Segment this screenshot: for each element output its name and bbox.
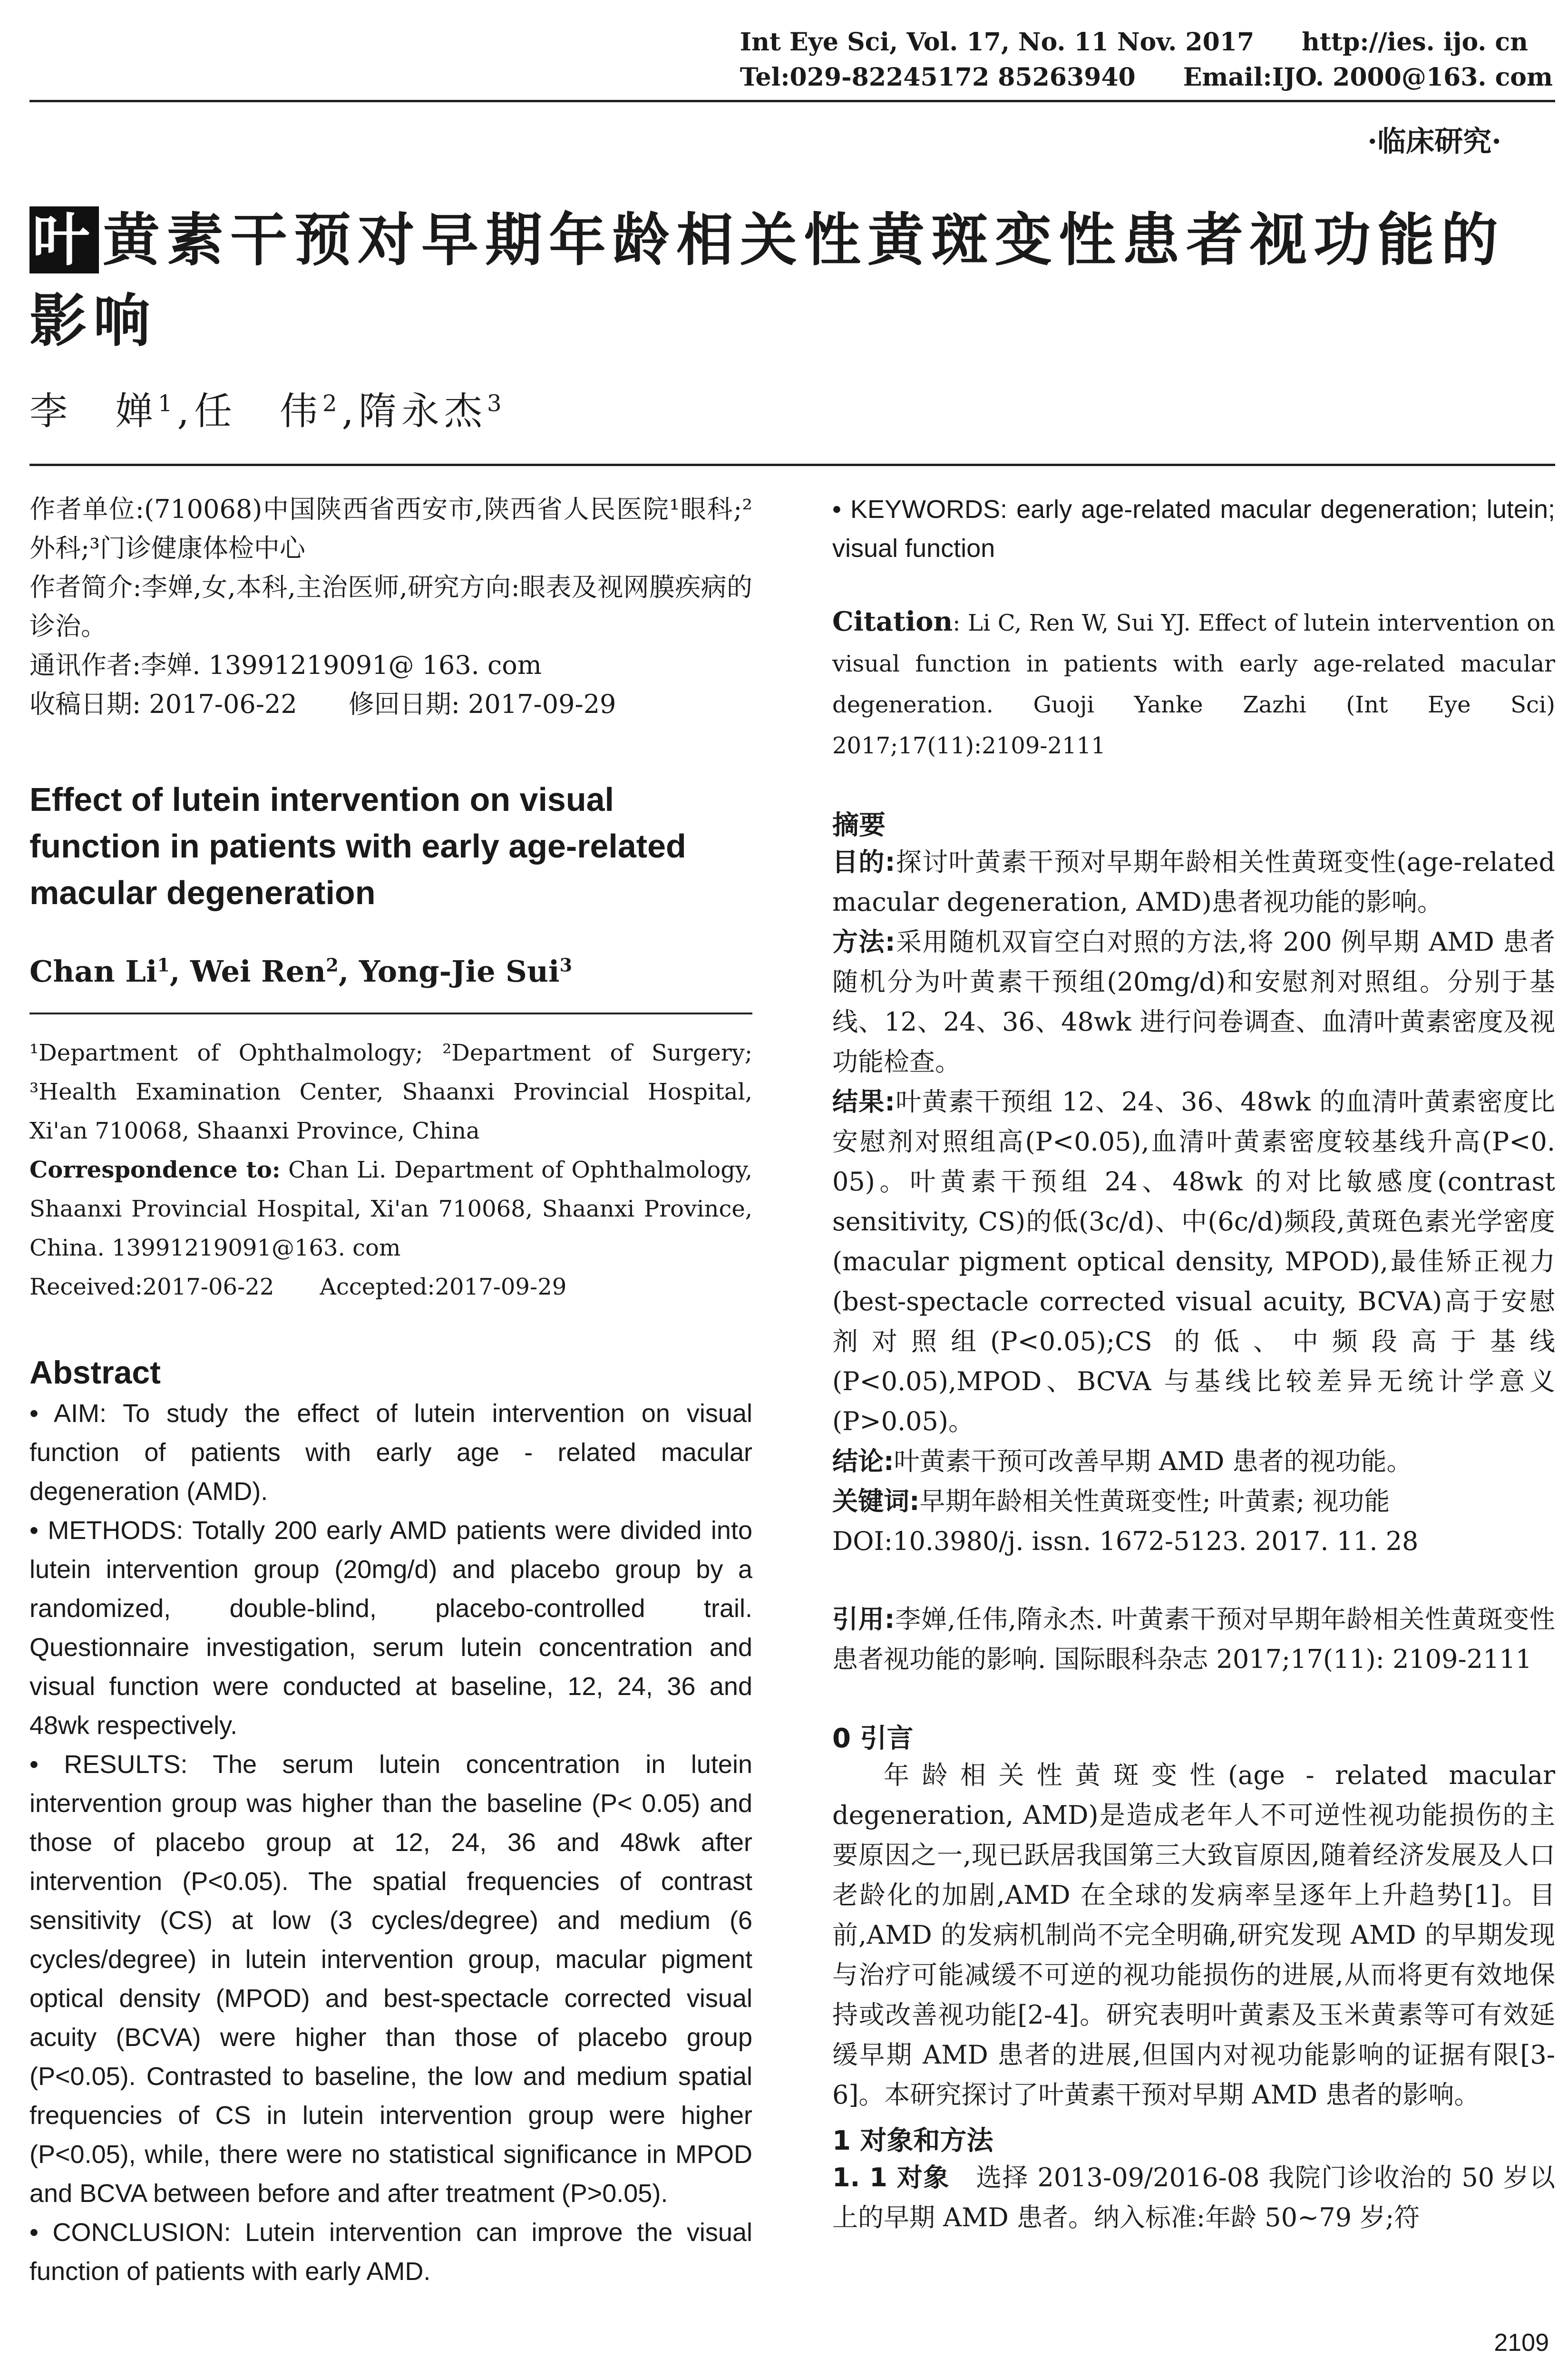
intro-paragraph: 年龄相关性黄斑变性(age - related macular degeneration, AMD)是造成老年人不可逆性视功能损伤的主要原因之一,现已跃居我国第三大致盲原因,随着经济发展及人口老龄化的加剧,AMD 在全球的发病率呈逐年上升趋势[1]。目前,AMD 的发病机制尚不完全明确,研究发现 AMD 的早期发现与治疗可能减缓不可逆的视功能损伤的进展,从而将更有效地保持或改善视功能[2-4]。研究表明叶黄素及玉米黄素等可有效延缓早期 AMD 患者的进展,但国内对视功能影响的证据有限[3-6]。本研究探讨了叶黄素干预对早期 AMD 患者的影响。 bbox=[832, 1760, 1555, 2110]
abstract-cn-conclusion bbox=[832, 1442, 1555, 1481]
title-rest: 黄素干预对早期年龄相关性黄斑变性患者视功能的影响 bbox=[29, 206, 1505, 354]
correspondence-en bbox=[29, 1150, 752, 1267]
results-text: 叶黄素干预组 12、24、36、48wk 的血清叶黄素密度比安慰剂对照组高(P<0.05),血清叶黄素密度较基线升高(P<0. 05)。叶黄素干预组 24、48wk 的对比敏感度(contrast sensitivity, CS)的低(3c/d)、中(6c/d)频段,黄斑色素光学密度(macular pigment optical density, MPOD),最佳矫正视力(best-spectacle corrected visual acuity, BCVA)高于安慰剂对照组(P<0.05);CS 的低、中频段高于基线(P<0.05),MPOD、BCVA 与基线比较差异无统计学意义(P>0.05)。 bbox=[832, 1087, 1555, 1436]
article-title-en: Effect of lutein intervention on visual function in patients with early age-related macular degeneration bbox=[29, 781, 686, 911]
journal-url[interactable]: http://ies. ijo. cn bbox=[1302, 28, 1528, 57]
received-accepted: Received:2017-06-22 Accepted:2017-09-29 bbox=[29, 1274, 567, 1300]
citation-cn-text: 李婵,任伟,隋永杰. 叶黄素干预对早期年龄相关性黄斑变性患者视功能的影响. 国际眼科杂志 2017;17(11): 2109-2111 bbox=[832, 1604, 1555, 1674]
citation-en bbox=[832, 601, 1555, 766]
methods-label: 方法: bbox=[832, 927, 896, 957]
author-1-sup: 1 bbox=[158, 390, 177, 417]
dates-cn: 收稿日期: 2017-06-22 修回日期: 2017-09-29 bbox=[29, 689, 616, 719]
intro-heading: 0 引言 bbox=[832, 1723, 914, 1754]
subjects-text: 选择 2013-09/2016-08 我院门诊收治的 50 岁以上的早期 AMD 患者。纳入标准:年龄 50~79 岁;符 bbox=[832, 2163, 1555, 2232]
author-2-sup: 2 bbox=[322, 390, 342, 417]
abstract-heading: Abstract bbox=[29, 1354, 161, 1391]
authors-cn bbox=[29, 380, 506, 435]
affiliation-en: ¹Department of Ophthalmology; ²Department of Surgery; ³Health Examination Center, Shaanxi Provincial Hospital, Xi'an 710068, Shaanxi Province, China bbox=[29, 1040, 752, 1144]
correspondence-text: Chan Li. Department of Ophthalmology, Shaanxi Provincial Hospital, Xi'an 710068, Shaanxi Province, China. 13991219091@163. com bbox=[29, 1157, 752, 1261]
right-column bbox=[832, 490, 1555, 2238]
subjects-paragraph bbox=[832, 2158, 1555, 2238]
title-first-char: 叶 bbox=[29, 206, 99, 273]
journal-header bbox=[740, 25, 1553, 95]
author-1-cn: 李 婵 bbox=[29, 389, 158, 433]
author-2-en: , Wei Ren bbox=[169, 954, 326, 989]
author-2-en-sup: 2 bbox=[326, 954, 339, 976]
author-1-en-sup: 1 bbox=[157, 954, 170, 976]
subjects-label: 1. 1 对象 bbox=[832, 2163, 950, 2192]
article-title-cn bbox=[29, 200, 1555, 361]
abstract-cn-keywords bbox=[832, 1481, 1555, 1521]
methods-text: 采用随机双盲空白对照的方法,将 200 例早期 AMD 患者随机分为叶黄素干预组(20mg/d)和安慰剂对照组。分别于基线、12、24、36、48wk 进行问卷调查、血清叶黄素密度及视功能检查。 bbox=[832, 927, 1555, 1077]
abstract-cn-results bbox=[832, 1082, 1555, 1442]
citation-cn-label: 引用: bbox=[832, 1604, 895, 1634]
page-number: 2109 bbox=[1494, 2329, 1549, 2357]
header-rule bbox=[29, 100, 1555, 102]
abstract-conclusion: • CONCLUSION: Lutein intervention can improve the visual function of patients with early AMD. bbox=[29, 2218, 752, 2286]
journal-tel: Tel:029-82245172 85263940 bbox=[740, 63, 1136, 92]
conclusion-text: 叶黄素干预可改善早期 AMD 患者的视功能。 bbox=[894, 1446, 1412, 1476]
author-bio: 作者简介:李婵,女,本科,主治医师,研究方向:眼表及视网膜疾病的诊治。 bbox=[29, 572, 752, 641]
aim-text: 探讨叶黄素干预对早期年龄相关性黄斑变性(age-related macular degeneration, AMD)患者视功能的影响。 bbox=[832, 847, 1555, 917]
keywords-en: • KEYWORDS: early age-related macular degeneration; lutein; visual function bbox=[832, 495, 1555, 563]
conclusion-label: 结论: bbox=[832, 1446, 894, 1476]
doi[interactable]: DOI:10.3980/j. issn. 1672-5123. 2017. 11. 28 bbox=[832, 1526, 1419, 1556]
abstract-results: • RESULTS: The serum lutein concentration in lutein intervention group was higher than the baseline (P< 0.05) and those of placebo group at 12, 24, 36 and 48wk after intervention (P<0.05). The spatial frequencies of contrast sensitivity (CS) at low (3 cycles/degree) and medium (6 cycles/degree) in lutein intervention group, macular pigment optical density (MPOD) and best-spectacle corrected visual acuity (BCVA) were higher than those of placebo group (P<0.05). Contrasted to baseline, the low and medium spatial frequencies of CS in lutein intervention group were higher (P<0.05), while, there were no statistical significance in MPOD and BCVA between before and after treatment (P>0.05). bbox=[29, 1750, 752, 2208]
author-3-en-sup: 3 bbox=[559, 954, 573, 976]
correspondence-label: Correspondence to: bbox=[29, 1157, 281, 1183]
section-tag: ·临床研究· bbox=[1367, 125, 1501, 158]
citation-label: Citation bbox=[832, 606, 953, 637]
citation-text: : Li C, Ren W, Sui YJ. Effect of lutein intervention on visual function in patients with early age-related macular degeneration. Guoji Yanke Zazhi (Int Eye Sci) 2017;17(11):2109-2111 bbox=[832, 610, 1555, 759]
author-3-cn: ,隋永杰 bbox=[341, 389, 487, 433]
results-label: 结果: bbox=[832, 1087, 896, 1117]
corresponding-author: 通讯作者:李婵. 13991219091@ 163. com bbox=[29, 650, 542, 680]
left-column bbox=[29, 490, 752, 2291]
author-2-cn: ,任 伟 bbox=[177, 389, 322, 433]
author-3-sup: 3 bbox=[487, 390, 506, 417]
author-3-en: , Yong-Jie Sui bbox=[338, 954, 560, 989]
keywords-cn-label: 关键词: bbox=[832, 1486, 920, 1516]
title-rule bbox=[29, 464, 1555, 466]
author-unit: 作者单位:(710068)中国陕西省西安市,陕西省人民医院¹眼科;²外科;³门诊健康体检中心 bbox=[29, 494, 752, 563]
citation-cn bbox=[832, 1599, 1555, 1679]
journal-email[interactable]: Email:IJO. 2000@163. com bbox=[1183, 63, 1553, 92]
aim-label: 目的: bbox=[832, 847, 896, 877]
keywords-cn-text: 早期年龄相关性黄斑变性; 叶黄素; 视功能 bbox=[919, 1486, 1390, 1516]
journal-info: Int Eye Sci, Vol. 17, No. 11 Nov. 2017 bbox=[740, 28, 1255, 57]
abstract-methods: • METHODS: Totally 200 early AMD patients were divided into lutein intervention group (20mg/d) and placebo group by a randomized, double-blind, placebo-controlled trail. Questionnaire investigation, serum lutein concentration and visual function were conducted at baseline, 12, 24, 36 and 48wk respectively. bbox=[29, 1516, 752, 1740]
abstract-cn-methods bbox=[832, 922, 1555, 1082]
author-1-en: Chan Li bbox=[29, 954, 157, 989]
authors-en bbox=[29, 954, 752, 989]
affiliation-divider bbox=[29, 1013, 752, 1014]
methods-heading: 1 对象和方法 bbox=[832, 2125, 993, 2156]
abstract-cn-heading: 摘要 bbox=[832, 810, 886, 841]
abstract-cn-aim bbox=[832, 842, 1555, 922]
abstract-aim: • AIM: To study the effect of lutein intervention on visual function of patients with early age - related macular degeneration (AMD). bbox=[29, 1399, 752, 1506]
